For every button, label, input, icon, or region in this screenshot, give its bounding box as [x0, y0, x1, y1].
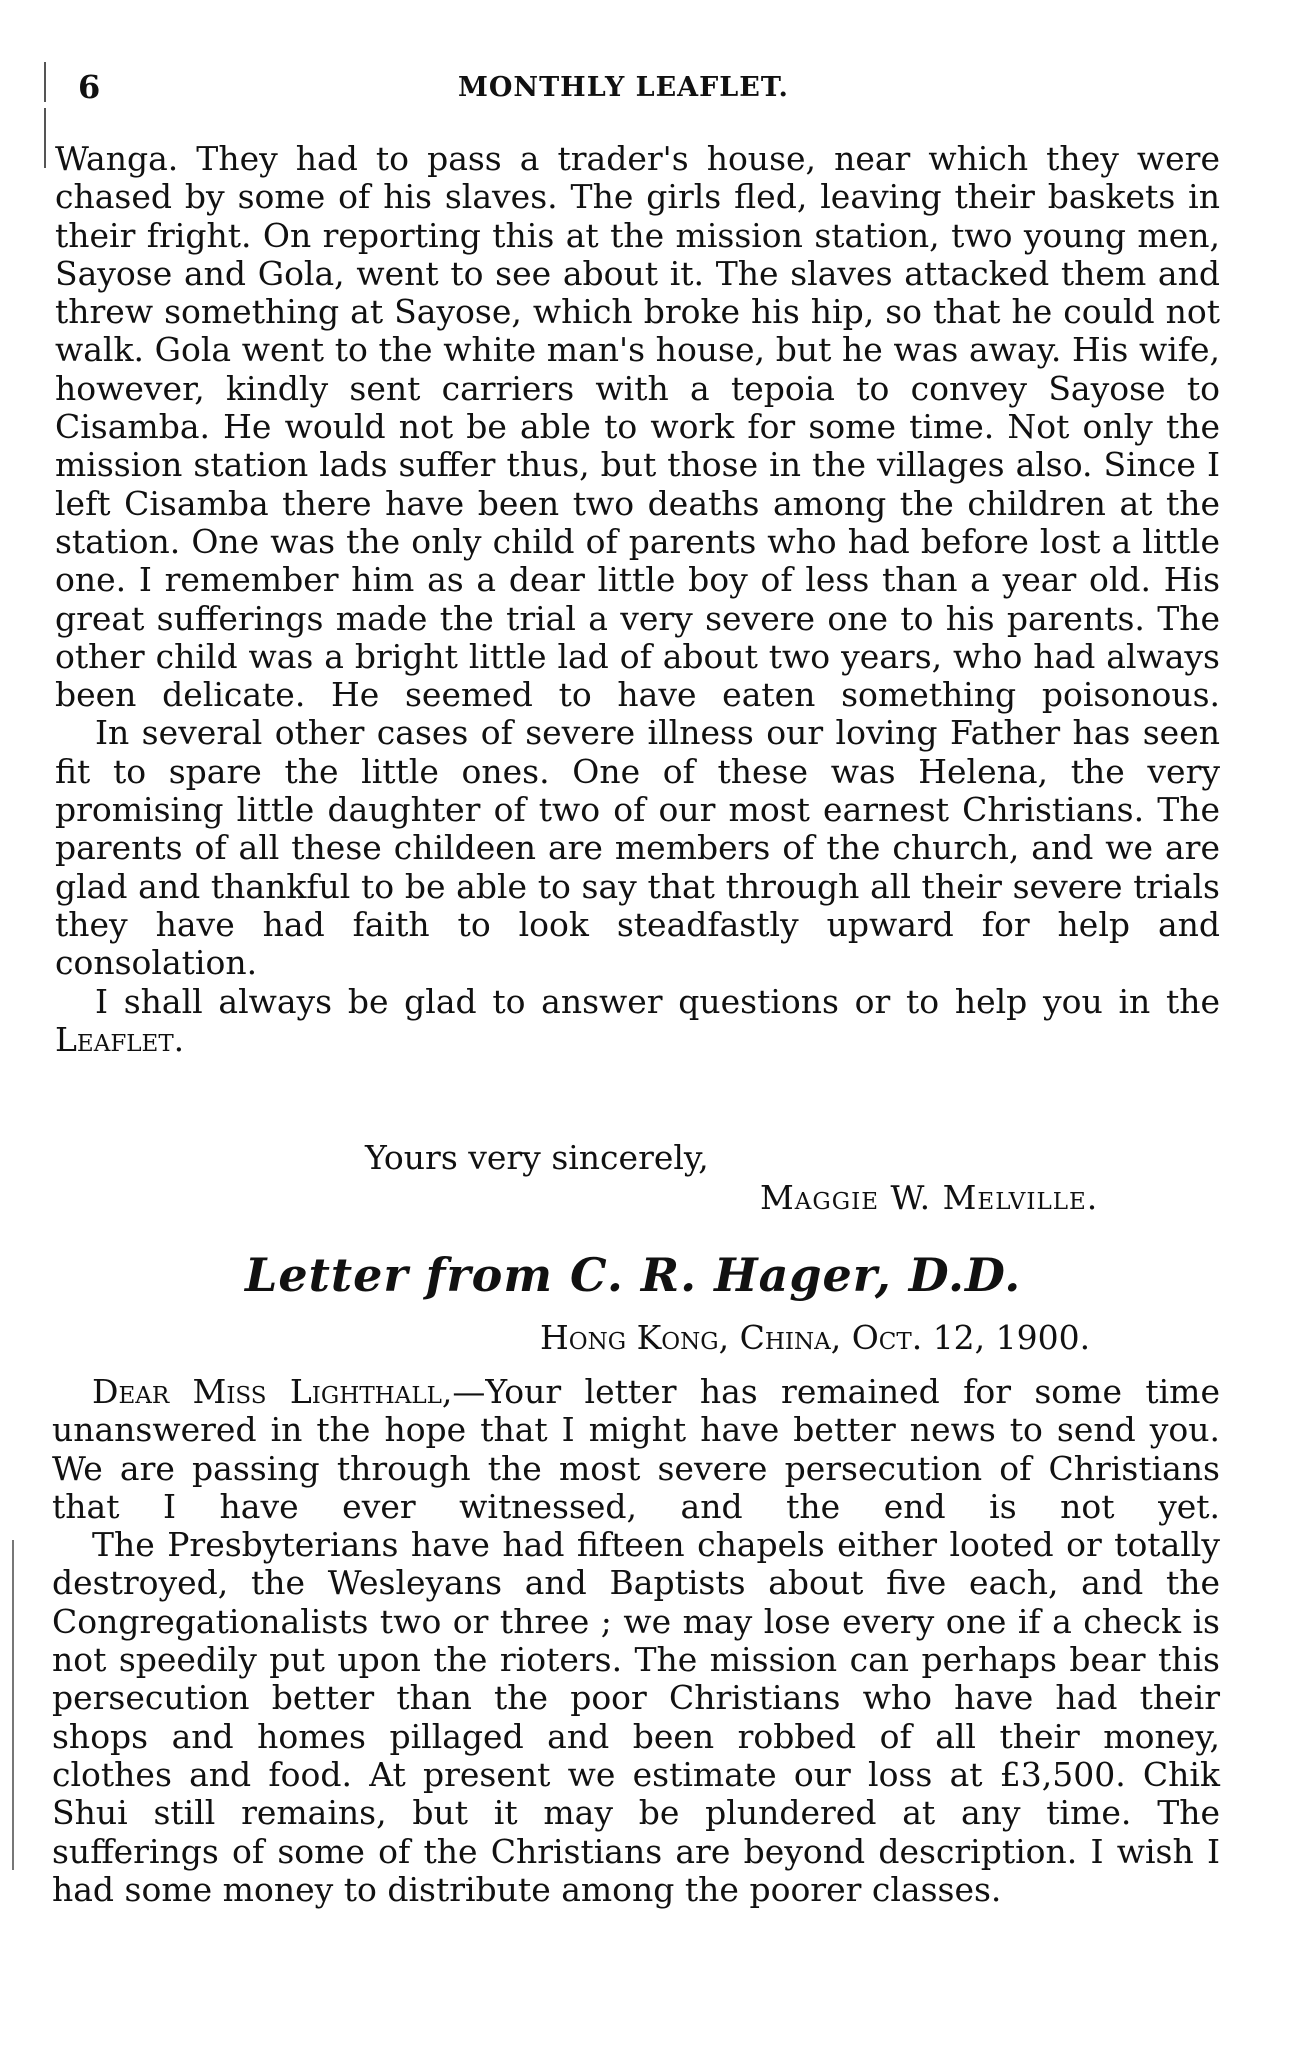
paragraph: The Presbyterians have had fifteen chapels either looted or totally destroyed, the Wesleyans and Baptists about five each, and the Congregationalists two or three ; we may lose every one if a check is not speedily put upon the rioters. The mission can perhaps bear this persecution better than the poor Christians who have had their shops and homes pillaged and been robbed of all their money, clothes and food. At present we estimate our loss at £3,500. Chik Shui still remains, but it may be plundered at any time. The sufferings of some of the Christians are beyond description. I wish I had some money to distribute among the poorer classes.: [52, 1525, 1220, 1909]
paragraph: [52, 1373, 1220, 1526]
signature: Maggie W. Melville.: [760, 1178, 1099, 1217]
page-number: 6: [78, 68, 101, 106]
paragraph: Wanga. They had to pass a trader's house, near which they were chased by some of his slaves. The girls fled, leaving their baskets in their fright. On reporting this at the mission station, two young men, Sayose and Gola, went to see about it. The slaves attacked them and threw something at Sayose, which broke his hip, so that he could not walk. Gola went to the white man's house, but he was away. His wife, however, kindly sent carriers with a tepoia to convey Sayose to Cisamba. He would not be able to work for some time. Not only the mission station lads suffer thus, but those in the villages also. Since I left Cisamba there have been two deaths among the children at the station. One was the only child of parents who had before lost a little one. I remember him as a dear little boy of less than a year old. His great sufferings made the trial a very severe one to his parents. The other child was a bright little lad of about two years, who had always been delicate. He seemed to have eaten something poisonous.: [55, 139, 1220, 715]
paragraph: In several other cases of severe illness our loving Father has seen fit to spare the little ones. One of these was Helena, the very promising little daughter of two of our most earnest Christians. The parents of all these childeen are members of the church, and we are glad and thankful to be able to say that through all their severe trials they have had faith to look steadfastly upward for help and consolation.: [55, 713, 1220, 983]
paragraph: [55, 983, 1220, 1060]
salutation: Dear Miss Lighthall,: [92, 1372, 453, 1411]
closing-line: Yours very sincerely,: [365, 1138, 709, 1177]
leaflet-word: Leaflet.: [55, 1019, 185, 1059]
letter-melville-body: [55, 140, 1220, 1059]
margin-mark: [12, 1540, 14, 1870]
paragraph-text: —Your letter has remained for some time unanswered in the hope that I might have better news to send you. We are passing through the most severe persecution of Christians that I have ever witnessed, and the end is not yet.: [52, 1372, 1220, 1526]
page-header: [78, 68, 1178, 108]
running-title: MONTHLY LEAFLET.: [458, 72, 789, 103]
letter-title: Letter from C. R. Hager, D.D.: [245, 1248, 1022, 1302]
margin-mark: [44, 108, 46, 168]
dateline: Hong Kong, China, Oct. 12, 1900.: [540, 1318, 1091, 1357]
letter-hager-body: [52, 1373, 1220, 1909]
paragraph-text: I shall always be glad to answer questions or to help you in the: [95, 981, 1220, 1021]
margin-mark: [44, 62, 46, 102]
